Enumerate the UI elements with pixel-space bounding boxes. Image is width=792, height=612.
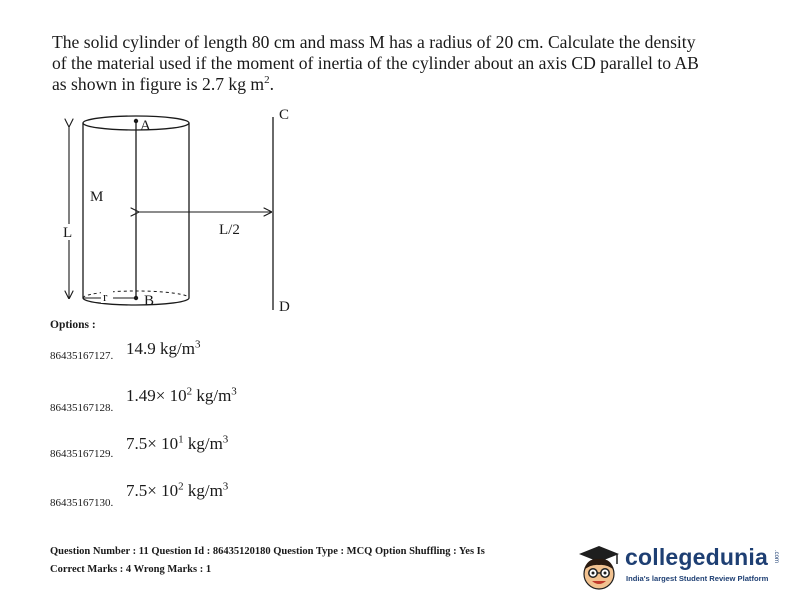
option-2-value: $1.49\times 10^2$ $kg/m^3$ xyxy=(126,385,237,405)
question-meta-line-1: Question Number : 11 Question Id : 86435120180 Question Type : MCQ Option Shuffling : Yes Is xyxy=(50,546,485,557)
label-c: C xyxy=(279,107,290,123)
label-r: r xyxy=(103,289,108,304)
label-m: M xyxy=(90,189,104,205)
label-half-l: L/2 xyxy=(219,222,240,238)
question-line-3: as shown in figure is 2.7 kg $m^2$. xyxy=(52,74,274,94)
option-4-id: 86435167130. xyxy=(50,497,114,509)
mascot-icon xyxy=(573,540,625,596)
collegedunia-logo xyxy=(573,540,783,600)
option-1-id: 86435167127. xyxy=(50,350,114,362)
label-l: L xyxy=(63,225,73,241)
logo-com: .com xyxy=(773,550,779,564)
option-2-id: 86435167128. xyxy=(50,402,114,414)
label-d: D xyxy=(279,299,290,315)
label-b: B xyxy=(144,293,155,309)
option-1-value: 14.9 $kg/m^3$ xyxy=(126,338,201,358)
options-heading: Options : xyxy=(50,319,96,331)
question-meta-line-2: Correct Marks : 4 Wrong Marks : 1 xyxy=(50,564,212,575)
logo-wordmark: collegedunia xyxy=(625,544,768,570)
label-a: A xyxy=(140,118,151,134)
option-4-value: $7.5\times 10^2$ $kg/m^3$ xyxy=(126,480,229,500)
point-a xyxy=(134,119,138,123)
option-3-value: $7.5\times 10^1$ $kg/m^3$ xyxy=(126,433,229,453)
logo-tagline: India's largest Student Review Platform xyxy=(626,574,769,583)
question-line-1: The solid cylinder of length 80 cm and mass M has a radius of 20 cm. Calculate the density xyxy=(52,32,696,52)
point-b xyxy=(134,296,138,300)
question-line-2: of the material used if the moment of inertia of the cylinder about an axis CD parallel to AB xyxy=(52,53,699,73)
option-3-id: 86435167129. xyxy=(50,448,114,460)
